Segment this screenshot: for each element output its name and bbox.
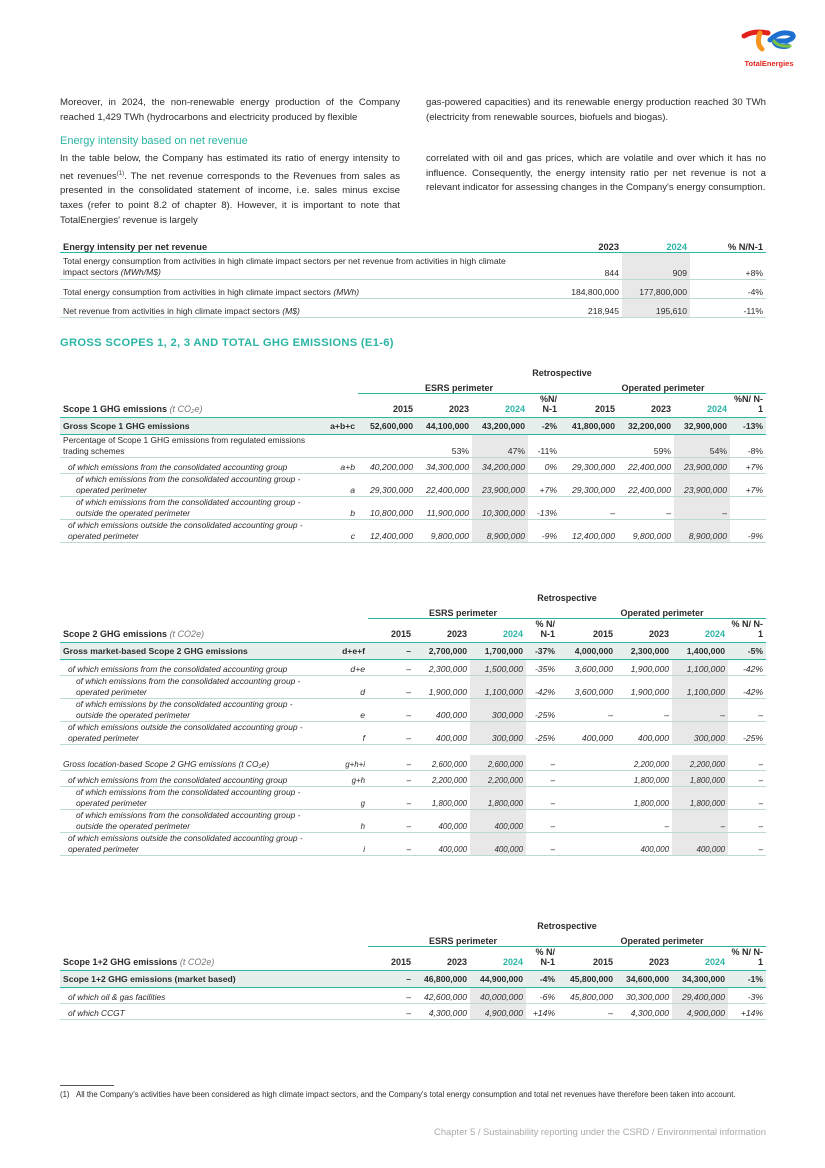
cell: -42% (728, 660, 766, 676)
cell: – (672, 699, 728, 722)
cell: 1,700,000 (470, 643, 526, 660)
energy-intensity-table (60, 234, 766, 318)
retro-label: Retrospective (537, 593, 597, 603)
header-row (60, 378, 766, 394)
cell: – (728, 833, 766, 856)
cell: -25% (526, 722, 558, 745)
table-header (60, 234, 766, 253)
cell (730, 497, 766, 520)
cell: 1,800,000 (616, 787, 672, 810)
col-header: 2015 (560, 394, 618, 418)
cell: – (616, 699, 672, 722)
col-header: % N/ N-1 (728, 619, 766, 643)
scope2-body (60, 643, 766, 856)
cell: 400,000 (616, 722, 672, 745)
cell: -3% (728, 988, 766, 1004)
col-header: 2023 (414, 947, 470, 971)
cell: 2,200,000 (616, 755, 672, 771)
cell: -35% (526, 660, 558, 676)
cell: – (526, 771, 558, 787)
cell: 34,600,000 (616, 971, 672, 988)
cell (560, 435, 618, 458)
cell: +8% (690, 253, 766, 280)
row-label: of which emissions from the consolidated accounting group (60, 660, 322, 676)
cell: 41,800,000 (560, 418, 618, 435)
table-row (60, 771, 766, 787)
cell: 300,000 (470, 699, 526, 722)
cell: 1,100,000 (672, 660, 728, 676)
cell: – (368, 971, 414, 988)
cell: – (368, 1004, 414, 1020)
header-row (60, 619, 766, 643)
table-row (60, 833, 766, 856)
row-index: f (322, 722, 368, 745)
cell: – (728, 771, 766, 787)
scope12-table (60, 917, 766, 1020)
cell: – (728, 810, 766, 833)
cell: 909 (622, 253, 690, 280)
footnote-text: All the Company's activities have been considered as high climate impact sectors, and the Company's total energy consumption and total net revenues have therefore been taken into account. (76, 1090, 736, 1099)
row-index: g+h+i (322, 755, 368, 771)
cell: 30,300,000 (616, 988, 672, 1004)
row-index: a+b (322, 458, 358, 474)
row-label: of which emissions from the consolidated accounting group - operated perimeter (60, 787, 322, 810)
table-row (60, 520, 766, 543)
cell: -13% (730, 418, 766, 435)
col-header: 2023 (530, 234, 622, 253)
esrs-label: ESRS perimeter (358, 378, 560, 394)
cell: -8% (730, 435, 766, 458)
col-header: 2015 (558, 619, 616, 643)
col-header: 2024 (672, 619, 728, 643)
table-title: Scope 1+2 GHG emissions (t CO2e) (60, 947, 322, 971)
header-row (60, 603, 766, 619)
row-label: of which emissions from the consolidated accounting group (60, 771, 322, 787)
footnote-marker: (1) (60, 1090, 70, 1099)
cell: – (616, 810, 672, 833)
col-header: 2024 (622, 234, 690, 253)
footnote (60, 1090, 766, 1100)
cell: 4,900,000 (470, 1004, 526, 1020)
table-row (60, 280, 766, 299)
cell: 2,300,000 (616, 643, 672, 660)
cell: – (368, 660, 414, 676)
cell: 400,000 (414, 833, 470, 856)
footnote-divider (60, 1085, 114, 1086)
total-row (60, 971, 766, 988)
col-header: 2024 (674, 394, 730, 418)
cell: – (674, 497, 730, 520)
cell (558, 787, 616, 810)
row-index (322, 988, 368, 1004)
cell: – (368, 787, 414, 810)
cell (558, 833, 616, 856)
cell: 218,945 (530, 299, 622, 318)
table-row (60, 474, 766, 497)
row-index (322, 435, 358, 458)
cell: -2% (528, 418, 560, 435)
cell: 184,800,000 (530, 280, 622, 299)
table-row (60, 1004, 766, 1020)
col-header: 2023 (616, 947, 672, 971)
cell: -11% (690, 299, 766, 318)
cell: 2,300,000 (414, 660, 470, 676)
col-header: Energy intensity per net revenue (60, 234, 530, 253)
cell: -6% (526, 988, 558, 1004)
row-label: Percentage of Scope 1 GHG emissions from regulated emissions trading schemes (60, 435, 322, 458)
col-header: %N/ N-1 (730, 394, 766, 418)
row-label: of which emissions from the consolidated accounting group (60, 458, 322, 474)
row-label: of which oil & gas facilities (60, 988, 322, 1004)
col-header: 2024 (472, 394, 528, 418)
table-row (60, 458, 766, 474)
table-row (60, 988, 766, 1004)
cell: 45,800,000 (558, 971, 616, 988)
cell: 1,900,000 (414, 676, 470, 699)
cell: 2,600,000 (414, 755, 470, 771)
col-header: 2024 (672, 947, 728, 971)
row-label: of which emissions outside the consolidated accounting group - operated perimeter (60, 722, 322, 745)
cell: -13% (528, 497, 560, 520)
cell: 177,800,000 (622, 280, 690, 299)
scope12-body (60, 971, 766, 1020)
cell: 52,600,000 (358, 418, 416, 435)
cell: – (728, 755, 766, 771)
body-col1 (60, 152, 400, 228)
cell: 1,900,000 (616, 676, 672, 699)
cell: 40,200,000 (358, 458, 416, 474)
cell: 11,900,000 (416, 497, 472, 520)
cell: – (368, 643, 414, 660)
row-label: Scope 1+2 GHG emissions (market based) (60, 971, 322, 988)
cell: -42% (728, 676, 766, 699)
esrs-label: ESRS perimeter (368, 931, 558, 947)
cell: +7% (730, 458, 766, 474)
cell: 4,300,000 (414, 1004, 470, 1020)
cell: -5% (728, 643, 766, 660)
cell: 22,400,000 (618, 474, 674, 497)
col-header: 2015 (368, 619, 414, 643)
cell: – (368, 771, 414, 787)
row-label: of which emissions from the consolidated accounting group - outside the operated perimeter (60, 497, 322, 520)
operated-label: Operated perimeter (560, 378, 766, 394)
table-row (60, 253, 766, 280)
row-label: of which emissions by the consolidated accounting group - outside the operated perimeter (60, 699, 322, 722)
cell: – (728, 787, 766, 810)
col-header: 2024 (470, 947, 526, 971)
cell: 45,800,000 (558, 988, 616, 1004)
row-label: Gross Scope 1 GHG emissions (60, 418, 322, 435)
cell: -9% (528, 520, 560, 543)
col-header: %N/ N-1 (528, 394, 560, 418)
cell: 2,700,000 (414, 643, 470, 660)
table-title: Scope 1 GHG emissions (t CO₂e) (60, 394, 322, 418)
cell: 32,200,000 (618, 418, 674, 435)
cell: – (526, 787, 558, 810)
row-index: a (322, 474, 358, 497)
cell: – (368, 810, 414, 833)
cell: 47% (472, 435, 528, 458)
cell: -4% (526, 971, 558, 988)
cell: 59% (618, 435, 674, 458)
totalenergies-logo (740, 26, 798, 68)
cell: 34,300,000 (672, 971, 728, 988)
cell: 23,900,000 (674, 458, 730, 474)
header-row (60, 917, 766, 931)
cell (558, 771, 616, 787)
table-row (60, 699, 766, 722)
cell: 400,000 (414, 699, 470, 722)
cell: +14% (728, 1004, 766, 1020)
cell: 44,100,000 (416, 418, 472, 435)
cell: 1,800,000 (470, 787, 526, 810)
cell: 53% (416, 435, 472, 458)
operated-label: Operated perimeter (558, 603, 766, 619)
row-label: of which emissions from the consolidated accounting group - operated perimeter (60, 474, 322, 497)
row-label: Net revenue from activities in high climate impact sectors (M$) (60, 299, 530, 318)
row-index: d (322, 676, 368, 699)
cell: 4,300,000 (616, 1004, 672, 1020)
row-label: Total energy consumption from activities in high climate impact sectors (MWh) (60, 280, 530, 299)
total-row (60, 418, 766, 435)
cell: 22,400,000 (618, 458, 674, 474)
cell: 2,200,000 (672, 755, 728, 771)
cell: 9,800,000 (618, 520, 674, 543)
body-col1-b: . The net revenue corresponds to the Revenues from sales as presented in the consolidated statement of income, i.e. sales minus excise taxes (refer to point 8.2 of chapter 8). However, it is important to note that TotalEnergies' revenue is largely (60, 170, 401, 226)
esrs-label: ESRS perimeter (368, 603, 558, 619)
cell: 22,400,000 (416, 474, 472, 497)
col-header: % N/ N-1 (526, 619, 558, 643)
cell: 400,000 (616, 833, 672, 856)
row-index: b (322, 497, 358, 520)
cell: 32,900,000 (674, 418, 730, 435)
cell: +7% (528, 474, 560, 497)
cell: – (526, 755, 558, 771)
cell: -37% (526, 643, 558, 660)
cell: 23,900,000 (472, 474, 528, 497)
cell: -42% (526, 676, 558, 699)
cell: 1,100,000 (672, 676, 728, 699)
cell: 10,300,000 (472, 497, 528, 520)
cell: 195,610 (622, 299, 690, 318)
cell: 844 (530, 253, 622, 280)
cell: – (368, 755, 414, 771)
row-index: d+e (322, 660, 368, 676)
retro-label: Retrospective (532, 368, 592, 378)
row-index (322, 971, 368, 988)
cell: – (558, 699, 616, 722)
cell: 400,000 (470, 810, 526, 833)
header-row (60, 394, 766, 418)
cell: 3,600,000 (558, 676, 616, 699)
cell: 8,900,000 (674, 520, 730, 543)
row-label: Gross location-based Scope 2 GHG emissions (t CO₂e) (60, 755, 322, 771)
cell: – (368, 676, 414, 699)
header-row (60, 589, 766, 603)
table-row (60, 299, 766, 318)
cell: -11% (528, 435, 560, 458)
cell: 29,400,000 (672, 988, 728, 1004)
cell: 34,300,000 (416, 458, 472, 474)
cell: -25% (526, 699, 558, 722)
cell: – (368, 699, 414, 722)
col-header: 2015 (358, 394, 416, 418)
cell: – (672, 810, 728, 833)
cell: 300,000 (672, 722, 728, 745)
cell: -1% (728, 971, 766, 988)
cell: -25% (728, 722, 766, 745)
cell: 54% (674, 435, 730, 458)
cell: 400,000 (470, 833, 526, 856)
cell: 2,200,000 (414, 771, 470, 787)
cell (358, 435, 416, 458)
table-row (60, 787, 766, 810)
row-index: d+e+f (322, 643, 368, 660)
cell: 1,400,000 (672, 643, 728, 660)
row-index: h (322, 810, 368, 833)
spacer-row (60, 745, 766, 756)
row-index: c (322, 520, 358, 543)
scope1-body (60, 418, 766, 543)
cell: 400,000 (414, 722, 470, 745)
row-index: e (322, 699, 368, 722)
cell: 1,900,000 (616, 660, 672, 676)
cell: +14% (526, 1004, 558, 1020)
col-header: 2023 (416, 394, 472, 418)
cell: – (526, 810, 558, 833)
col-header: 2015 (558, 947, 616, 971)
logo-wordmark: TotalEnergies (744, 59, 794, 68)
cell: 12,400,000 (560, 520, 618, 543)
cell: 29,300,000 (560, 458, 618, 474)
cell: 40,000,000 (470, 988, 526, 1004)
cell: 43,200,000 (472, 418, 528, 435)
table-row (60, 755, 766, 771)
intro-col2: gas-powered capacities) and its renewable energy production reached 30 TWh (electricity from renewable sources, biofuels and biogas). (426, 97, 766, 123)
cell: -9% (730, 520, 766, 543)
row-index (322, 1004, 368, 1020)
footnote-ref: (1) (116, 170, 125, 177)
cell: 2,600,000 (470, 755, 526, 771)
row-index: a+b+c (322, 418, 358, 435)
cell: 300,000 (470, 722, 526, 745)
cell: 1,500,000 (470, 660, 526, 676)
cell: 4,000,000 (558, 643, 616, 660)
cell: 400,000 (414, 810, 470, 833)
cell: – (560, 497, 618, 520)
section-heading: Energy intensity based on net revenue (60, 135, 248, 147)
cell: 1,800,000 (672, 771, 728, 787)
cell: 29,300,000 (358, 474, 416, 497)
col-header: 2023 (414, 619, 470, 643)
ghg-heading: GROSS SCOPES 1, 2, 3 AND TOTAL GHG EMISSIONS (E1-6) (60, 337, 394, 349)
cell (558, 755, 616, 771)
row-label: of which emissions from the consolidated accounting group - operated perimeter (60, 676, 322, 699)
logo-mark-icon (740, 26, 798, 52)
row-label: Total energy consumption from activities in high climate impact sectors per net revenue from activities in high climate impact sectors (MWh/M$) (60, 253, 530, 280)
cell: 1,800,000 (672, 787, 728, 810)
cell: 8,900,000 (472, 520, 528, 543)
cell: -4% (690, 280, 766, 299)
header-row (60, 947, 766, 971)
intro-col1: Moreover, in 2024, the non-renewable energy production of the Company reached 1,429 TWh (hydrocarbons and electricity produced by flexible (60, 97, 400, 123)
cell: 1,100,000 (470, 676, 526, 699)
cell (558, 810, 616, 833)
cell: 42,600,000 (414, 988, 470, 1004)
header-row (60, 931, 766, 947)
row-index: g+h (322, 771, 368, 787)
cell: 1,800,000 (616, 771, 672, 787)
scope2-table (60, 589, 766, 856)
cell: 3,600,000 (558, 660, 616, 676)
cell: – (558, 1004, 616, 1020)
cell: 46,800,000 (414, 971, 470, 988)
table-row (60, 660, 766, 676)
header-row (60, 364, 766, 378)
table-row (60, 810, 766, 833)
row-label: of which emissions outside the consolidated accounting group - operated perimeter (60, 833, 322, 856)
col-header: % N/ N-1 (526, 947, 558, 971)
cell: 23,900,000 (674, 474, 730, 497)
cell: 44,900,000 (470, 971, 526, 988)
operated-label: Operated perimeter (558, 931, 766, 947)
row-index: g (322, 787, 368, 810)
table-row (60, 722, 766, 745)
cell: 2,200,000 (470, 771, 526, 787)
cell: 400,000 (558, 722, 616, 745)
cell: – (368, 988, 414, 1004)
scope1-table (60, 364, 766, 543)
cell: – (368, 722, 414, 745)
cell: 10,800,000 (358, 497, 416, 520)
cell: 1,800,000 (414, 787, 470, 810)
col-header: % N/N-1 (690, 234, 766, 253)
col-header: 2023 (618, 394, 674, 418)
body-col2: correlated with oil and gas prices, which are volatile and over which it has no influence. Consequently, the energy intensity ratio per net revenue is not a relevant indicator for assessing changes in the Company's energy consumption. (426, 153, 766, 194)
row-label: of which emissions from the consolidated accounting group - outside the operated perimeter (60, 810, 322, 833)
row-label: of which emissions outside the consolidated accounting group - operated perimeter (60, 520, 322, 543)
col-header: 2023 (616, 619, 672, 643)
cell: 34,200,000 (472, 458, 528, 474)
body-col1-a: In the table below, the Company has estimated its ratio of energy intensity to net revenues (60, 153, 400, 182)
total-row (60, 643, 766, 660)
row-label: of which CCGT (60, 1004, 322, 1020)
cell: 0% (528, 458, 560, 474)
table-title: Scope 2 GHG emissions (t CO2e) (60, 619, 322, 643)
col-header: 2015 (368, 947, 414, 971)
cell: – (618, 497, 674, 520)
cell: 4,900,000 (672, 1004, 728, 1020)
cell: – (526, 833, 558, 856)
table-row (60, 497, 766, 520)
cell: – (368, 833, 414, 856)
table-row (60, 435, 766, 458)
retro-label: Retrospective (537, 921, 597, 931)
col-header: % N/ N-1 (728, 947, 766, 971)
cell: 9,800,000 (416, 520, 472, 543)
page-footer: Chapter 5 / Sustainability reporting under the CSRD / Environmental information (434, 1126, 766, 1137)
cell: 29,300,000 (560, 474, 618, 497)
cell: – (728, 699, 766, 722)
cell: 400,000 (672, 833, 728, 856)
row-label: Gross market-based Scope 2 GHG emissions (60, 643, 322, 660)
row-index: i (322, 833, 368, 856)
table-row (60, 676, 766, 699)
col-header: 2024 (470, 619, 526, 643)
cell: +7% (730, 474, 766, 497)
cell: 12,400,000 (358, 520, 416, 543)
